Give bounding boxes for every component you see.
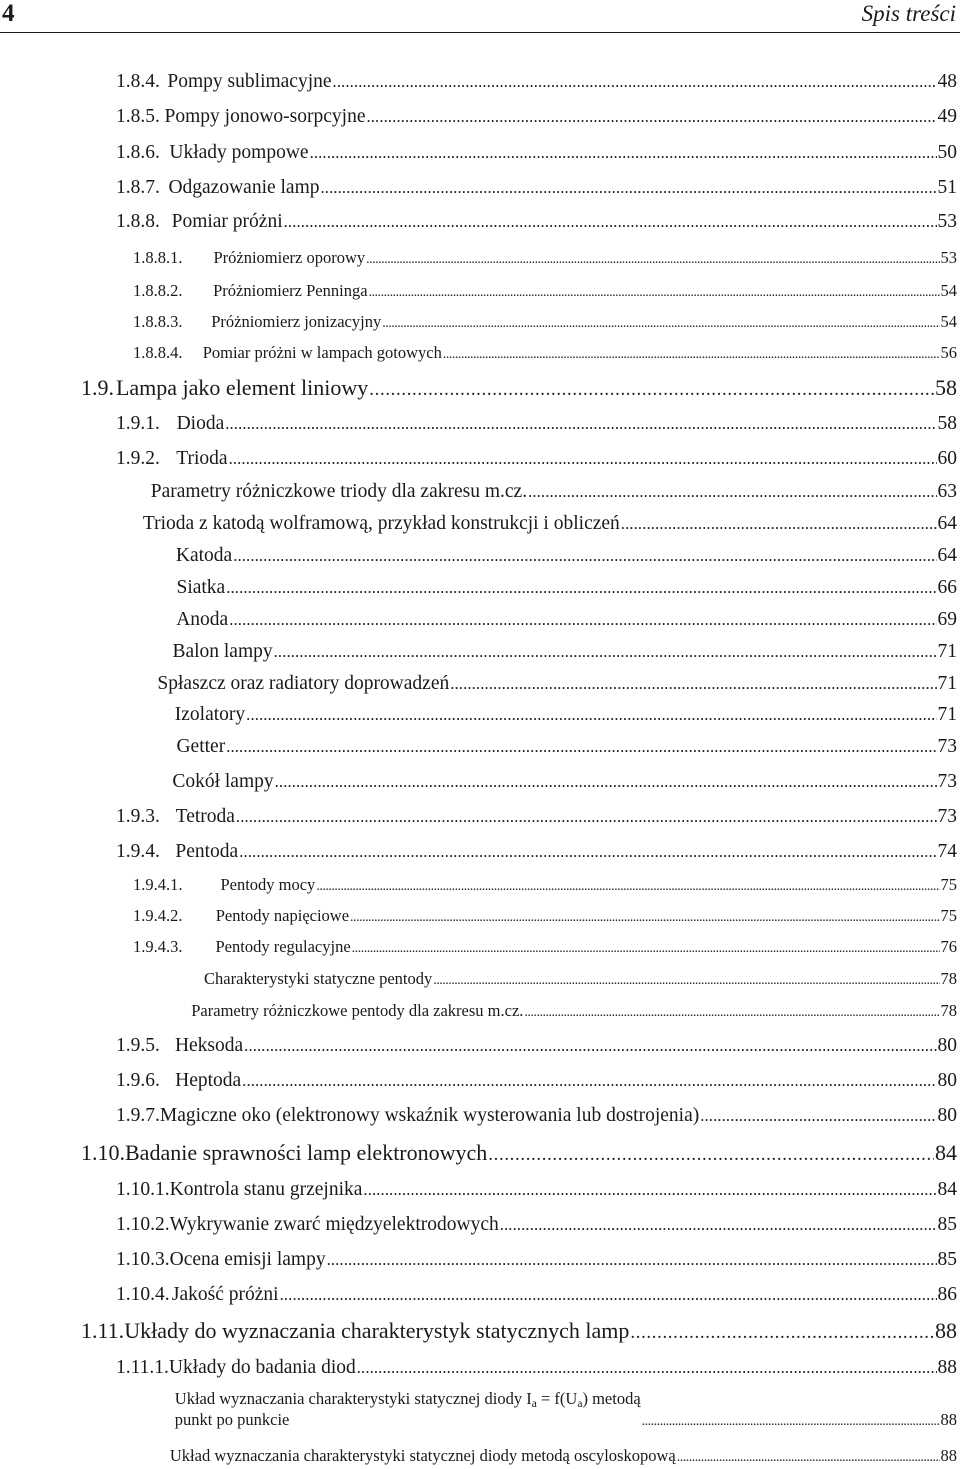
toc-title: Pentody napięciowe	[215, 906, 350, 925]
toc-section-number: 1.9.	[81, 375, 114, 400]
toc-page-number: 80	[937, 1070, 957, 1091]
toc-title: Badanie sprawności lamp elektronowych	[125, 1140, 488, 1165]
toc-section-number: 1.9.4.2.	[133, 906, 183, 925]
toc-entry-1-8-8[interactable]	[116, 211, 957, 233]
toc-title-line1: Układ wyznaczania charakterystyki statycznej diody $I_a = f(U_a)$ metodą	[174, 1389, 641, 1410]
toc-page-number: 75	[940, 906, 957, 925]
toc-entry-parametry-pentody[interactable]	[133, 1001, 957, 1021]
toc-title: Pentody mocy	[220, 875, 316, 894]
dot-leader	[369, 375, 934, 401]
toc-page-number: 86	[937, 1284, 957, 1305]
toc-page-number: 49	[937, 106, 957, 127]
toc-title: Izolatory	[174, 704, 246, 725]
toc-page-number: 73	[937, 736, 957, 757]
toc-title: Pompy sublimacyjne	[167, 71, 332, 92]
dot-leader	[700, 1105, 936, 1127]
page-number: 4	[2, 0, 15, 27]
toc-title: Układ wyznaczania charakterystyki statycznej diody metodą oscyloskopową	[169, 1446, 676, 1465]
dot-leader	[350, 906, 939, 926]
toc-entry-katoda[interactable]	[116, 545, 957, 567]
toc-section-number: 1.11.	[81, 1318, 125, 1343]
dot-leader	[369, 281, 940, 301]
dot-leader	[433, 969, 939, 989]
dot-leader	[363, 1179, 936, 1201]
toc-title: Balon lampy	[172, 641, 273, 662]
dot-leader	[488, 1140, 934, 1166]
toc-section-number: 1.8.8.1.	[133, 248, 183, 267]
toc-title: Parametry różniczkowe triody dla zakresu m.cz.	[150, 481, 528, 502]
toc-section-number: 1.9.6.	[116, 1070, 160, 1091]
toc-entry-anoda[interactable]	[116, 609, 957, 631]
toc-page-number: 78	[940, 969, 957, 988]
toc-page-number: 53	[940, 248, 957, 267]
toc-title: Pentoda	[175, 841, 239, 862]
toc-entry-1-9-4[interactable]	[116, 841, 957, 863]
toc-title: Magiczne oko (elektronowy wskaźnik wysterowania lub dostrojenia)	[159, 1105, 700, 1126]
toc-page-number: 71	[937, 641, 957, 662]
dot-leader	[528, 481, 936, 503]
toc-section-number: 1.9.5.	[116, 1035, 160, 1056]
toc-entry-1-9-5[interactable]	[116, 1035, 957, 1057]
toc-entry-1-8-5[interactable]	[116, 106, 957, 128]
toc-entry-1-8-6[interactable]	[116, 142, 957, 164]
toc-title	[175, 1389, 641, 1430]
toc-section-number: 1.8.8.2.	[133, 281, 183, 300]
toc-title: Charakterystyki statyczne pentody	[204, 969, 433, 988]
toc-title: Katoda	[175, 545, 233, 566]
toc-entry-parametry-triody[interactable]	[116, 481, 957, 503]
toc-entry-1-9-1[interactable]	[116, 413, 957, 435]
toc-page-number: 63	[937, 481, 957, 502]
toc-page-number: 88	[937, 1357, 957, 1378]
toc-entry-1-8-4[interactable]	[116, 71, 957, 93]
dot-leader	[450, 673, 936, 695]
toc-page-number: 88	[940, 1446, 957, 1465]
dot-leader	[327, 1249, 937, 1271]
dot-leader	[274, 641, 937, 663]
toc-entry-1-9-4-1[interactable]	[133, 875, 957, 895]
toc-section-number: 1.10.4.	[116, 1284, 170, 1305]
toc-section-number: 1.9.4.	[116, 841, 160, 862]
toc-page-number: 85	[937, 1214, 957, 1235]
dot-leader	[382, 312, 939, 332]
toc-entry-1-11[interactable]	[81, 1318, 957, 1344]
dot-leader	[333, 71, 937, 93]
toc-page-number: 78	[940, 1001, 957, 1020]
toc-section-number: 1.8.4.	[116, 71, 160, 92]
toc-title: Anoda	[176, 609, 229, 630]
dot-leader	[242, 1070, 936, 1092]
dot-leader	[500, 1214, 937, 1236]
dot-leader	[229, 448, 937, 470]
toc-entry-cokol-lampy[interactable]	[116, 771, 957, 793]
dot-leader	[229, 609, 936, 631]
toc-page-number: 84	[937, 1179, 957, 1200]
dot-leader	[226, 736, 936, 758]
toc-title: Odgazowanie lamp	[168, 177, 320, 198]
toc-section-number: 1.8.8.4.	[133, 343, 183, 362]
toc-section-number: 1.10.	[81, 1140, 125, 1165]
toc-entry-1-8-8-2[interactable]	[133, 281, 957, 301]
toc-section-number: 1.11.1.	[116, 1357, 169, 1378]
dot-leader	[677, 1446, 940, 1466]
toc-title: Jakość próżni	[171, 1284, 279, 1305]
dot-leader	[321, 177, 937, 199]
toc-title: Próżniomierz Penninga	[213, 281, 368, 300]
toc-title: Pomiar próżni w lampach gotowych	[202, 343, 442, 362]
toc-title: Getter	[176, 736, 226, 757]
toc-title: Heksoda	[174, 1035, 244, 1056]
toc-entry-1-9-6[interactable]	[116, 1070, 957, 1092]
toc-entry-1-10-2[interactable]	[116, 1214, 957, 1236]
toc-title: Trioda	[176, 448, 228, 469]
toc-entry-balon-lampy[interactable]	[116, 641, 957, 663]
toc-entry-getter[interactable]	[116, 736, 957, 758]
toc-page-number: 50	[937, 142, 957, 163]
dot-leader	[310, 142, 937, 164]
toc-entry-1-10-3[interactable]	[116, 1249, 957, 1271]
toc-section-number: 1.8.5.	[116, 106, 160, 127]
dot-leader	[366, 106, 936, 128]
dot-leader	[621, 513, 937, 535]
toc-page-number: 54	[940, 281, 957, 300]
toc-entry-1-8-8-3[interactable]	[133, 312, 957, 332]
toc-title: Heptoda	[175, 1070, 242, 1091]
toc-title: Kontrola stanu grzejnika	[169, 1179, 363, 1200]
dot-leader	[642, 1410, 940, 1430]
toc-section-number: 1.9.2.	[116, 448, 160, 469]
toc-entry-1-9[interactable]	[81, 375, 957, 401]
toc-title: Trioda z katodą wolframową, przykład konstrukcji i obliczeń	[142, 513, 620, 534]
dot-leader	[275, 771, 937, 793]
toc-section-number: 1.8.7.	[116, 177, 160, 198]
dot-leader	[280, 1284, 937, 1306]
toc-page-number: 75	[940, 875, 957, 894]
toc-title: Siatka	[176, 577, 226, 598]
dot-leader	[233, 545, 936, 567]
toc-page-number: 58	[935, 375, 957, 400]
toc-title: Ocena emisji lampy	[169, 1249, 326, 1270]
toc-entry-1-10-1[interactable]	[116, 1179, 957, 1201]
dot-leader	[366, 248, 939, 268]
toc-entry-splaszcz[interactable]	[116, 673, 957, 695]
dot-leader	[225, 413, 936, 435]
toc-entry-charakterystyki-pentody[interactable]	[133, 969, 957, 989]
toc-title: Układy do badania diod	[168, 1357, 356, 1378]
toc-section-number: 1.10.1.	[116, 1179, 170, 1200]
toc-entry-izolatory[interactable]	[116, 704, 957, 726]
toc-page-number: 80	[937, 1035, 957, 1056]
dot-leader	[352, 937, 940, 957]
subscript: a	[531, 1397, 537, 1410]
toc-page-number: 88	[940, 1409, 957, 1429]
toc-page-number: 76	[940, 937, 957, 956]
running-title: Spis treści	[861, 1, 956, 26]
toc-page-number: 53	[937, 211, 957, 232]
dot-leader	[239, 841, 936, 863]
toc-entry-1-11-1[interactable]	[116, 1357, 957, 1379]
dot-leader	[236, 806, 937, 828]
toc-page-number: 85	[937, 1249, 957, 1270]
toc-title: Dioda	[176, 413, 225, 434]
toc-title: Wykrywanie zwarć międzyelektrodowych	[169, 1214, 499, 1235]
toc-entry-1-9-2[interactable]	[116, 448, 957, 470]
toc-entry-1-10[interactable]	[81, 1140, 957, 1166]
dot-leader	[244, 1035, 936, 1057]
toc-page-number: 73	[937, 771, 957, 792]
dot-leader	[357, 1357, 937, 1379]
toc-page-number: 66	[937, 577, 957, 598]
dot-leader	[226, 577, 936, 599]
toc-page-number: 54	[940, 312, 957, 331]
toc-page-number: 80	[937, 1105, 957, 1126]
toc-section-number: 1.9.1.	[116, 413, 160, 434]
toc-title: Tetroda	[175, 806, 235, 827]
toc-title: Pentody regulacyjne	[215, 937, 351, 956]
toc-page-number: 48	[937, 71, 957, 92]
toc-entry-1-9-3[interactable]	[116, 806, 957, 828]
toc-title: Układy pompowe	[169, 142, 309, 163]
toc-entry-siatka[interactable]	[116, 577, 957, 599]
toc-entry-1-8-8-4[interactable]	[133, 343, 957, 363]
toc-entry-trioda-katoda-wolframowa[interactable]	[116, 513, 957, 535]
toc-page-number: 88	[935, 1318, 957, 1343]
toc-page-number: 71	[937, 704, 957, 725]
dot-leader	[443, 343, 940, 363]
toc-page-number: 74	[937, 841, 957, 862]
toc-entry-dioda-punkt-po-punkcie[interactable]	[133, 1389, 957, 1430]
toc-title: Parametry różniczkowe pentody dla zakresu m.cz.	[191, 1001, 524, 1020]
toc-title: Lampa jako element liniowy	[115, 375, 369, 400]
toc-section-number: 1.8.6.	[116, 142, 160, 163]
toc-page-number: 64	[937, 513, 957, 534]
dot-leader	[524, 1001, 939, 1021]
toc-title: Cokół lampy	[172, 771, 274, 792]
subscript: a	[577, 1397, 583, 1410]
toc-entry-1-9-4-3[interactable]	[133, 937, 957, 957]
toc-section-number: 1.9.4.1.	[133, 875, 183, 894]
toc-entry-1-9-4-2[interactable]	[133, 906, 957, 926]
toc-page-number: 69	[937, 609, 957, 630]
toc-title-line2: punkt po punkcie	[174, 1409, 290, 1429]
toc-section-number: 1.8.8.	[116, 211, 160, 232]
toc-title: Próżniomierz jonizacyjny	[211, 312, 382, 331]
toc-page-number: 64	[937, 545, 957, 566]
toc-title: Spłaszcz oraz radiatory doprowadzeń	[157, 673, 450, 694]
toc-section-number: 1.9.3.	[116, 806, 160, 827]
toc-title: Pomiar próżni	[171, 211, 283, 232]
toc-section-number: 1.9.7.	[116, 1105, 160, 1126]
toc-page-number: 60	[937, 448, 957, 469]
dot-leader	[246, 704, 936, 726]
dot-leader	[284, 211, 937, 233]
toc-entry-dioda-oscyloskopowa[interactable]	[133, 1446, 957, 1466]
toc-section-number: 1.10.2.	[116, 1214, 170, 1235]
toc-page-number: 84	[935, 1140, 957, 1165]
toc-title: Próżniomierz oporowy	[213, 248, 366, 267]
toc-page-number: 71	[937, 673, 957, 694]
toc-entry-1-8-7[interactable]	[116, 177, 957, 199]
dot-leader	[316, 875, 939, 895]
toc-title: Pompy jonowo-sorpcyjne	[164, 106, 366, 127]
toc-section-number: 1.8.8.3.	[133, 312, 183, 331]
toc-entry-1-8-8-1[interactable]	[133, 248, 957, 268]
toc-entry-1-9-7[interactable]	[116, 1105, 957, 1127]
toc-title: Układy do wyznaczania charakterystyk statycznych lamp	[124, 1318, 630, 1343]
dot-leader	[630, 1318, 934, 1344]
toc-page-number: 51	[937, 177, 957, 198]
toc-page-number: 56	[940, 343, 957, 362]
toc-section-number: 1.10.3.	[116, 1249, 170, 1270]
toc-entry-1-10-4[interactable]	[116, 1284, 957, 1306]
toc-page-number: 58	[937, 413, 957, 434]
toc-page-number: 73	[937, 806, 957, 827]
toc-section-number: 1.9.4.3.	[133, 937, 183, 956]
